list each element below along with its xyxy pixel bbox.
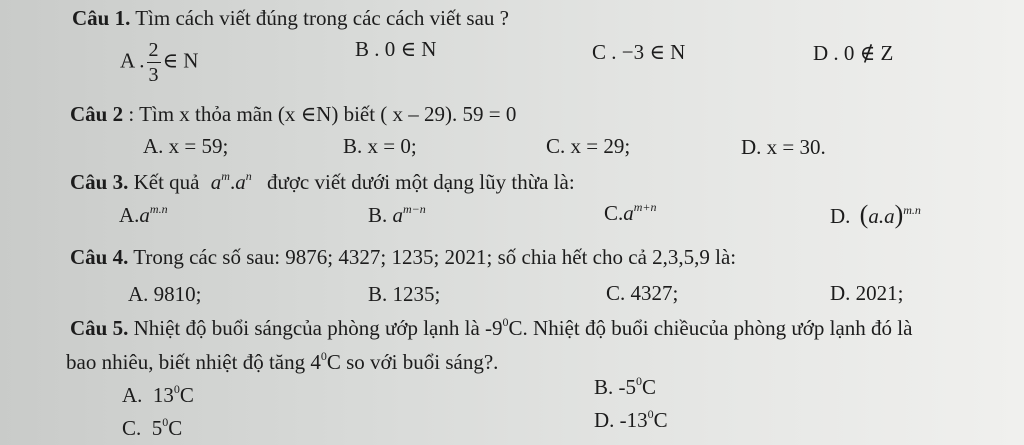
question-1-text: Tìm cách viết đúng trong các cách viết sau ? — [135, 6, 509, 30]
q3-option-d — [830, 200, 921, 230]
exponent-n: n — [245, 169, 252, 183]
degree-symbol: 0 — [162, 415, 169, 429]
q5-option-a-value: 13 — [152, 383, 174, 407]
q2-option-d: D. x = 30. — [741, 135, 826, 159]
q4-option-c: C. 4327; — [606, 281, 679, 305]
question-2 — [70, 102, 516, 127]
base-a: a — [210, 170, 222, 194]
q5-option-b-label: B. — [594, 375, 614, 399]
q5-option-a-label: A. — [122, 383, 143, 407]
question-3-text-prefix: Kết quả — [133, 170, 200, 194]
question-5-line-1 — [70, 316, 1024, 341]
question-5-line-2 — [66, 350, 498, 375]
q4-option-b: B. 1235; — [368, 282, 441, 306]
q2-option-a: A. x = 59; — [143, 134, 229, 158]
q5-option-d-value: -13 — [619, 408, 648, 432]
question-4 — [70, 245, 736, 270]
exponent: m−n — [403, 202, 426, 216]
q1-option-a-prefix: A . — [120, 48, 145, 73]
q4-option-d: D. 2021; — [830, 281, 904, 305]
exponent: m+n — [633, 200, 657, 214]
q5-option-c-value: 5 — [151, 416, 163, 440]
q5-option-d — [594, 408, 668, 433]
q3-option-c — [604, 201, 657, 226]
q5-option-d-label: D. — [594, 408, 615, 432]
question-1 — [72, 6, 509, 31]
question-3-label: Câu 3. — [70, 170, 129, 194]
open-paren: ( — [859, 200, 869, 229]
degree-symbol: 0 — [636, 374, 643, 388]
base-a: a — [139, 203, 150, 227]
question-5-text-part-2: C. Nhiệt độ buổi chiềucủa phòng ướp lạnh đó là — [508, 316, 913, 340]
base-a: a — [623, 201, 634, 225]
unit: C — [653, 408, 668, 432]
degree-symbol: 0 — [647, 407, 654, 421]
question-2-text: : Tìm x thỏa mãn (x ∈N) biết ( x – 29). 59 = 0 — [128, 102, 517, 126]
q3-option-d-label: D. — [830, 204, 851, 228]
degree-symbol: 0 — [502, 316, 509, 329]
question-2-label: Câu 2 — [70, 102, 124, 126]
q3-option-b-label: B. — [368, 203, 388, 227]
q5-option-c — [122, 416, 182, 441]
q4-option-a: A. 9810; — [128, 282, 202, 306]
fraction-numerator: 2 — [148, 39, 159, 61]
question-5-text-part-3: bao nhiêu, biết nhiệt độ tăng 4 — [66, 350, 321, 374]
q2-option-c: C. x = 29; — [546, 134, 631, 158]
q2-option-b: B. x = 0; — [343, 134, 417, 158]
close-paren: ) — [894, 200, 904, 229]
question-3 — [70, 170, 575, 195]
question-5-text-part-1: Nhiệt độ buổi sángcủa phòng ướp lạnh là -9 — [133, 316, 503, 340]
base-a: a — [235, 170, 246, 194]
question-1-label: Câu 1. — [72, 6, 131, 30]
exponent: m.n — [149, 202, 168, 216]
degree-symbol: 0 — [320, 349, 327, 363]
question-3-text-suffix: được viết dưới một dạng lũy thừa là: — [266, 170, 575, 194]
q1-option-b: B . 0 ∈ N — [355, 37, 437, 61]
q1-option-c: C . −3 ∈ N — [592, 40, 686, 64]
q1-option-a-rest: ∈ N — [162, 48, 199, 73]
fraction — [147, 40, 161, 85]
q5-option-b-value: -5 — [618, 375, 637, 399]
exponent-m: m — [221, 169, 230, 183]
base-a: a — [392, 203, 404, 227]
q5-option-c-label: C. — [122, 416, 142, 440]
question-4-label: Câu 4. — [70, 245, 129, 269]
q3-option-c-label: C. — [604, 201, 624, 225]
question-4-text: Trong các số sau: 9876; 4327; 1235; 2021; số chia hết cho cả 2,3,5,9 là: — [133, 245, 737, 269]
question-5-text-part-4: C so với buổi sáng?. — [326, 350, 499, 374]
unit: C — [179, 383, 194, 407]
q5-option-b — [594, 375, 656, 400]
degree-symbol: 0 — [173, 382, 180, 396]
q3-option-b — [368, 203, 426, 228]
q3-option-a-label: A. — [119, 203, 140, 227]
power-expression: $a^m.a^n$ — [210, 169, 252, 194]
question-5-label: Câu 5. — [70, 316, 129, 340]
fraction-denominator: 3 — [148, 64, 159, 86]
q3-option-a — [119, 203, 168, 228]
exponent: m.n — [903, 203, 921, 217]
q1-option-a — [120, 40, 198, 85]
q1-option-d: D . 0 ∉ Z — [813, 41, 894, 65]
q5-option-a — [122, 383, 194, 408]
unit: C — [168, 416, 183, 440]
unit: C — [642, 375, 657, 399]
inner-product: a.a — [868, 204, 895, 228]
